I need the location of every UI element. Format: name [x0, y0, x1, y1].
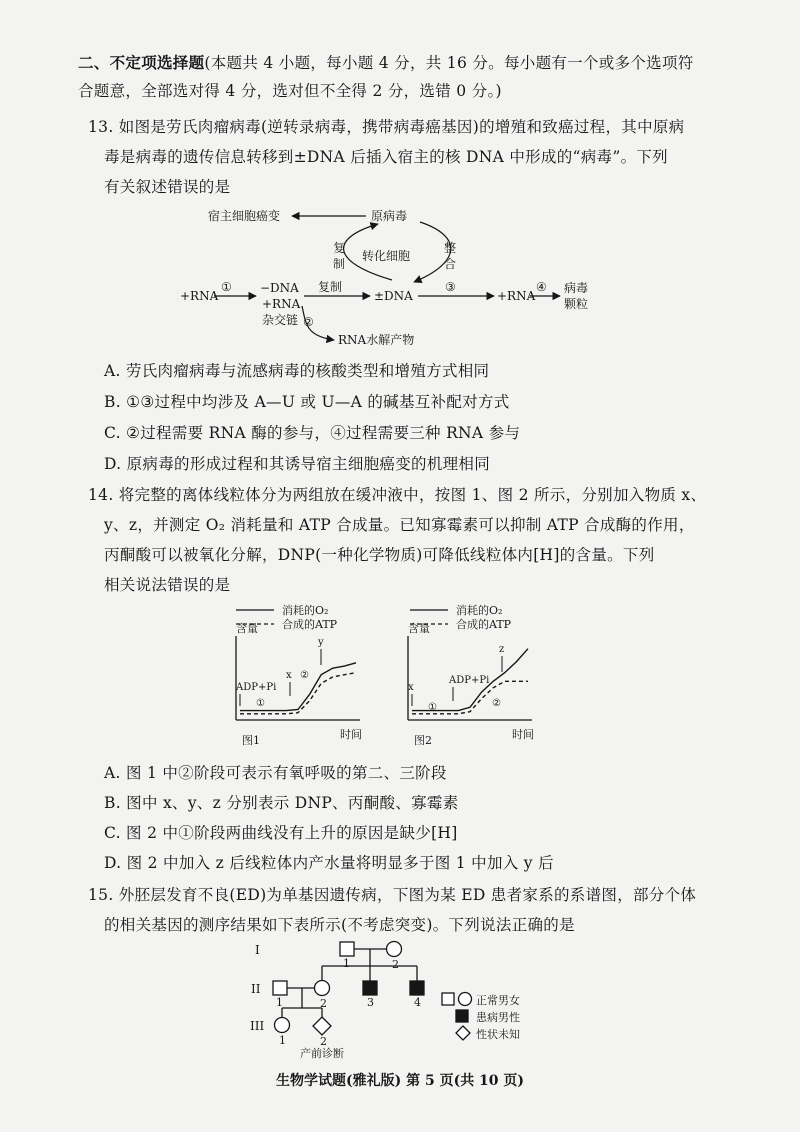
- legend-unknown-label: 性状未知: [476, 1028, 520, 1041]
- q14-stem-4: 相关说法错误的是: [104, 576, 231, 594]
- chart2-annotation-1: x: [408, 682, 414, 693]
- chart2-x-label: 时间: [512, 728, 534, 741]
- chart1-annotation-3: y: [318, 637, 324, 648]
- q14-stem-2: y、z，并测定 O₂ 消耗量和 ATP 合成量。已知寡霉素可以抑制 ATP 合成酶的作用，: [104, 516, 695, 534]
- gen3-female-1: [275, 1018, 290, 1033]
- q13-option-a: A. 劳氏肉瘤病毒与流感病毒的核酸类型和增殖方式相同: [104, 362, 490, 380]
- prenatal-label: 产前诊断: [300, 1047, 344, 1060]
- pm-dna-label: ±DNA: [374, 289, 413, 303]
- gen2-affected-male-3: [363, 981, 377, 995]
- gen1-female-2: [387, 942, 402, 957]
- integrate-label-1: 整: [444, 241, 457, 255]
- chart2-legend-label-2: 合成的ATP: [456, 618, 512, 631]
- replicate-label: 复制: [318, 280, 343, 294]
- q13-option-c: C. ②过程需要 RNA 酶的参与，④过程需要三种 RNA 参与: [104, 424, 521, 442]
- replicate-label-2: 制: [333, 257, 346, 271]
- replicate-label-1: 复: [333, 241, 346, 255]
- q13-stem-1: 13. 如图是劳氏肉瘤病毒(逆转录病毒，携带病毒癌基因)的增殖和致癌过程，其中原病: [88, 118, 685, 136]
- legend-normal-label: 正常男女: [476, 994, 520, 1007]
- legend-affected-icon: [456, 1010, 468, 1022]
- q15-stem-1: 15. 外胚层发育不良(ED)为单基因遗传病，下图为某 ED 患者家系的系谱图，部分个体: [88, 886, 697, 904]
- gen1-label: I: [255, 943, 260, 957]
- virus-label-1: 病毒: [564, 281, 589, 295]
- rna-products-label: RNA水解产物: [338, 333, 415, 347]
- gen3-unknown-2: [313, 1017, 331, 1035]
- chart1-y-label: 含量: [236, 622, 258, 635]
- transformed-cell-label: 转化细胞: [362, 249, 411, 263]
- gen3-label: III: [250, 1019, 265, 1033]
- gen1-male-1: [340, 942, 354, 956]
- chart2-annotation-4: ①: [428, 702, 437, 713]
- q13-stem-3: 有关叙述错误的是: [104, 178, 231, 196]
- q14-stem-3: 丙酮酸可以被氧化分解，DNP(一种化学物质)可降低线粒体内[H]的含量。下列: [104, 546, 655, 564]
- legend-normal-female-icon: [459, 993, 472, 1006]
- chart1-legend-label-1: 消耗的O₂: [282, 604, 329, 617]
- q15-stem-2: 的相关基因的测序结果如下表所示(不考虑突变)。下列说法正确的是: [104, 916, 575, 934]
- chart1-legend-label-2: 合成的ATP: [282, 618, 338, 631]
- provirus-label: 原病毒: [371, 209, 408, 223]
- integrate-label-2: 合: [444, 257, 457, 271]
- gen2-num-3: 3: [367, 996, 374, 1009]
- legend-unknown-icon: [456, 1026, 470, 1040]
- chart1-x-label: 时间: [340, 728, 362, 741]
- gen2-num-2: 2: [320, 997, 327, 1010]
- gen2-female-2: [315, 981, 330, 996]
- host-cancer-label: 宿主细胞癌变: [208, 209, 281, 223]
- q14-stem-1: 14. 将完整的离体线粒体分为两组放在缓冲液中，按图 1、图 2 所示，分别加入物质 x、: [88, 486, 707, 504]
- q13-stem-2: 毒是病毒的遗传信息转移到±DNA 后插入宿主的核 DNA 中形成的“病毒”。下列: [104, 148, 668, 166]
- chart2-annotation-3: z: [499, 644, 505, 655]
- gen2-label: II: [251, 982, 261, 996]
- minus-dna-label: −DNA: [260, 281, 299, 295]
- gen2-male-1: [273, 981, 287, 995]
- section-intro-2: 合题意，全部选对得 4 分，选对但不全得 2 分，选错 0 分。): [78, 82, 502, 100]
- page-footer: 生物学试题(雅礼版) 第 5 页(共 10 页): [275, 1073, 525, 1089]
- plus-rna-3-label: +RNA: [497, 289, 536, 303]
- legend-normal-male-icon: [442, 993, 454, 1005]
- gen1-num-2: 2: [392, 958, 399, 971]
- chart2-annotation-5: ②: [492, 698, 501, 709]
- q14-option-b: B. 图中 x、y、z 分别表示 DNP、丙酮酸、寡霉素: [104, 794, 459, 812]
- gen2-affected-male-4: [410, 981, 424, 995]
- chart1-annotation-2: x: [286, 670, 292, 681]
- gen3-num-2: 2: [320, 1035, 327, 1048]
- section-heading: 二、不定项选择题: [78, 53, 205, 72]
- step2-marker: ②: [303, 315, 314, 329]
- q14-option-d: D. 图 2 中加入 z 后线粒体内产水量将明显多于图 1 中加入 y 后: [104, 854, 554, 872]
- plus-rna-hybrid-label: +RNA: [262, 297, 301, 311]
- plus-rna-label: +RNA: [180, 289, 219, 303]
- chart2-y-label: 含量: [408, 622, 430, 635]
- chart1-annotation-4: ①: [256, 698, 265, 709]
- chart1-annotation-1: ADP+Pi: [236, 682, 277, 693]
- chart2-title: 图2: [414, 734, 432, 747]
- q13-option-d: D. 原病毒的形成过程和其诱导宿主细胞癌变的机理相同: [104, 455, 491, 473]
- q13-option-b: B. ①③过程中均涉及 A—U 或 U—A 的碱基互补配对方式: [104, 393, 510, 411]
- hybrid-label: 杂交链: [262, 313, 299, 327]
- gen3-num-1: 1: [279, 1034, 286, 1047]
- step1-marker: ①: [221, 280, 232, 294]
- chart2-legend-label-1: 消耗的O₂: [456, 604, 503, 617]
- chart1-annotation-5: ②: [300, 670, 309, 681]
- virus-label-2: 颗粒: [564, 297, 589, 311]
- step4-marker: ④: [536, 280, 547, 294]
- chart1-title: 图1: [242, 734, 260, 747]
- q14-option-c: C. 图 2 中①阶段两曲线没有上升的原因是缺少[H]: [104, 824, 458, 842]
- section-intro-1: (本题共 4 小题，每小题 4 分，共 16 分。每小题有一个或多个选项符: [204, 54, 694, 72]
- gen2-num-1: 1: [276, 996, 283, 1009]
- gen2-num-4: 4: [414, 996, 421, 1009]
- chart2-annotation-2: ADP+Pi: [449, 675, 490, 686]
- step3-marker: ③: [445, 280, 456, 294]
- q14-option-a: A. 图 1 中②阶段可表示有氧呼吸的第二、三阶段: [104, 764, 447, 782]
- legend-affected-label: 患病男性: [476, 1011, 520, 1024]
- gen1-num-1: 1: [343, 957, 350, 970]
